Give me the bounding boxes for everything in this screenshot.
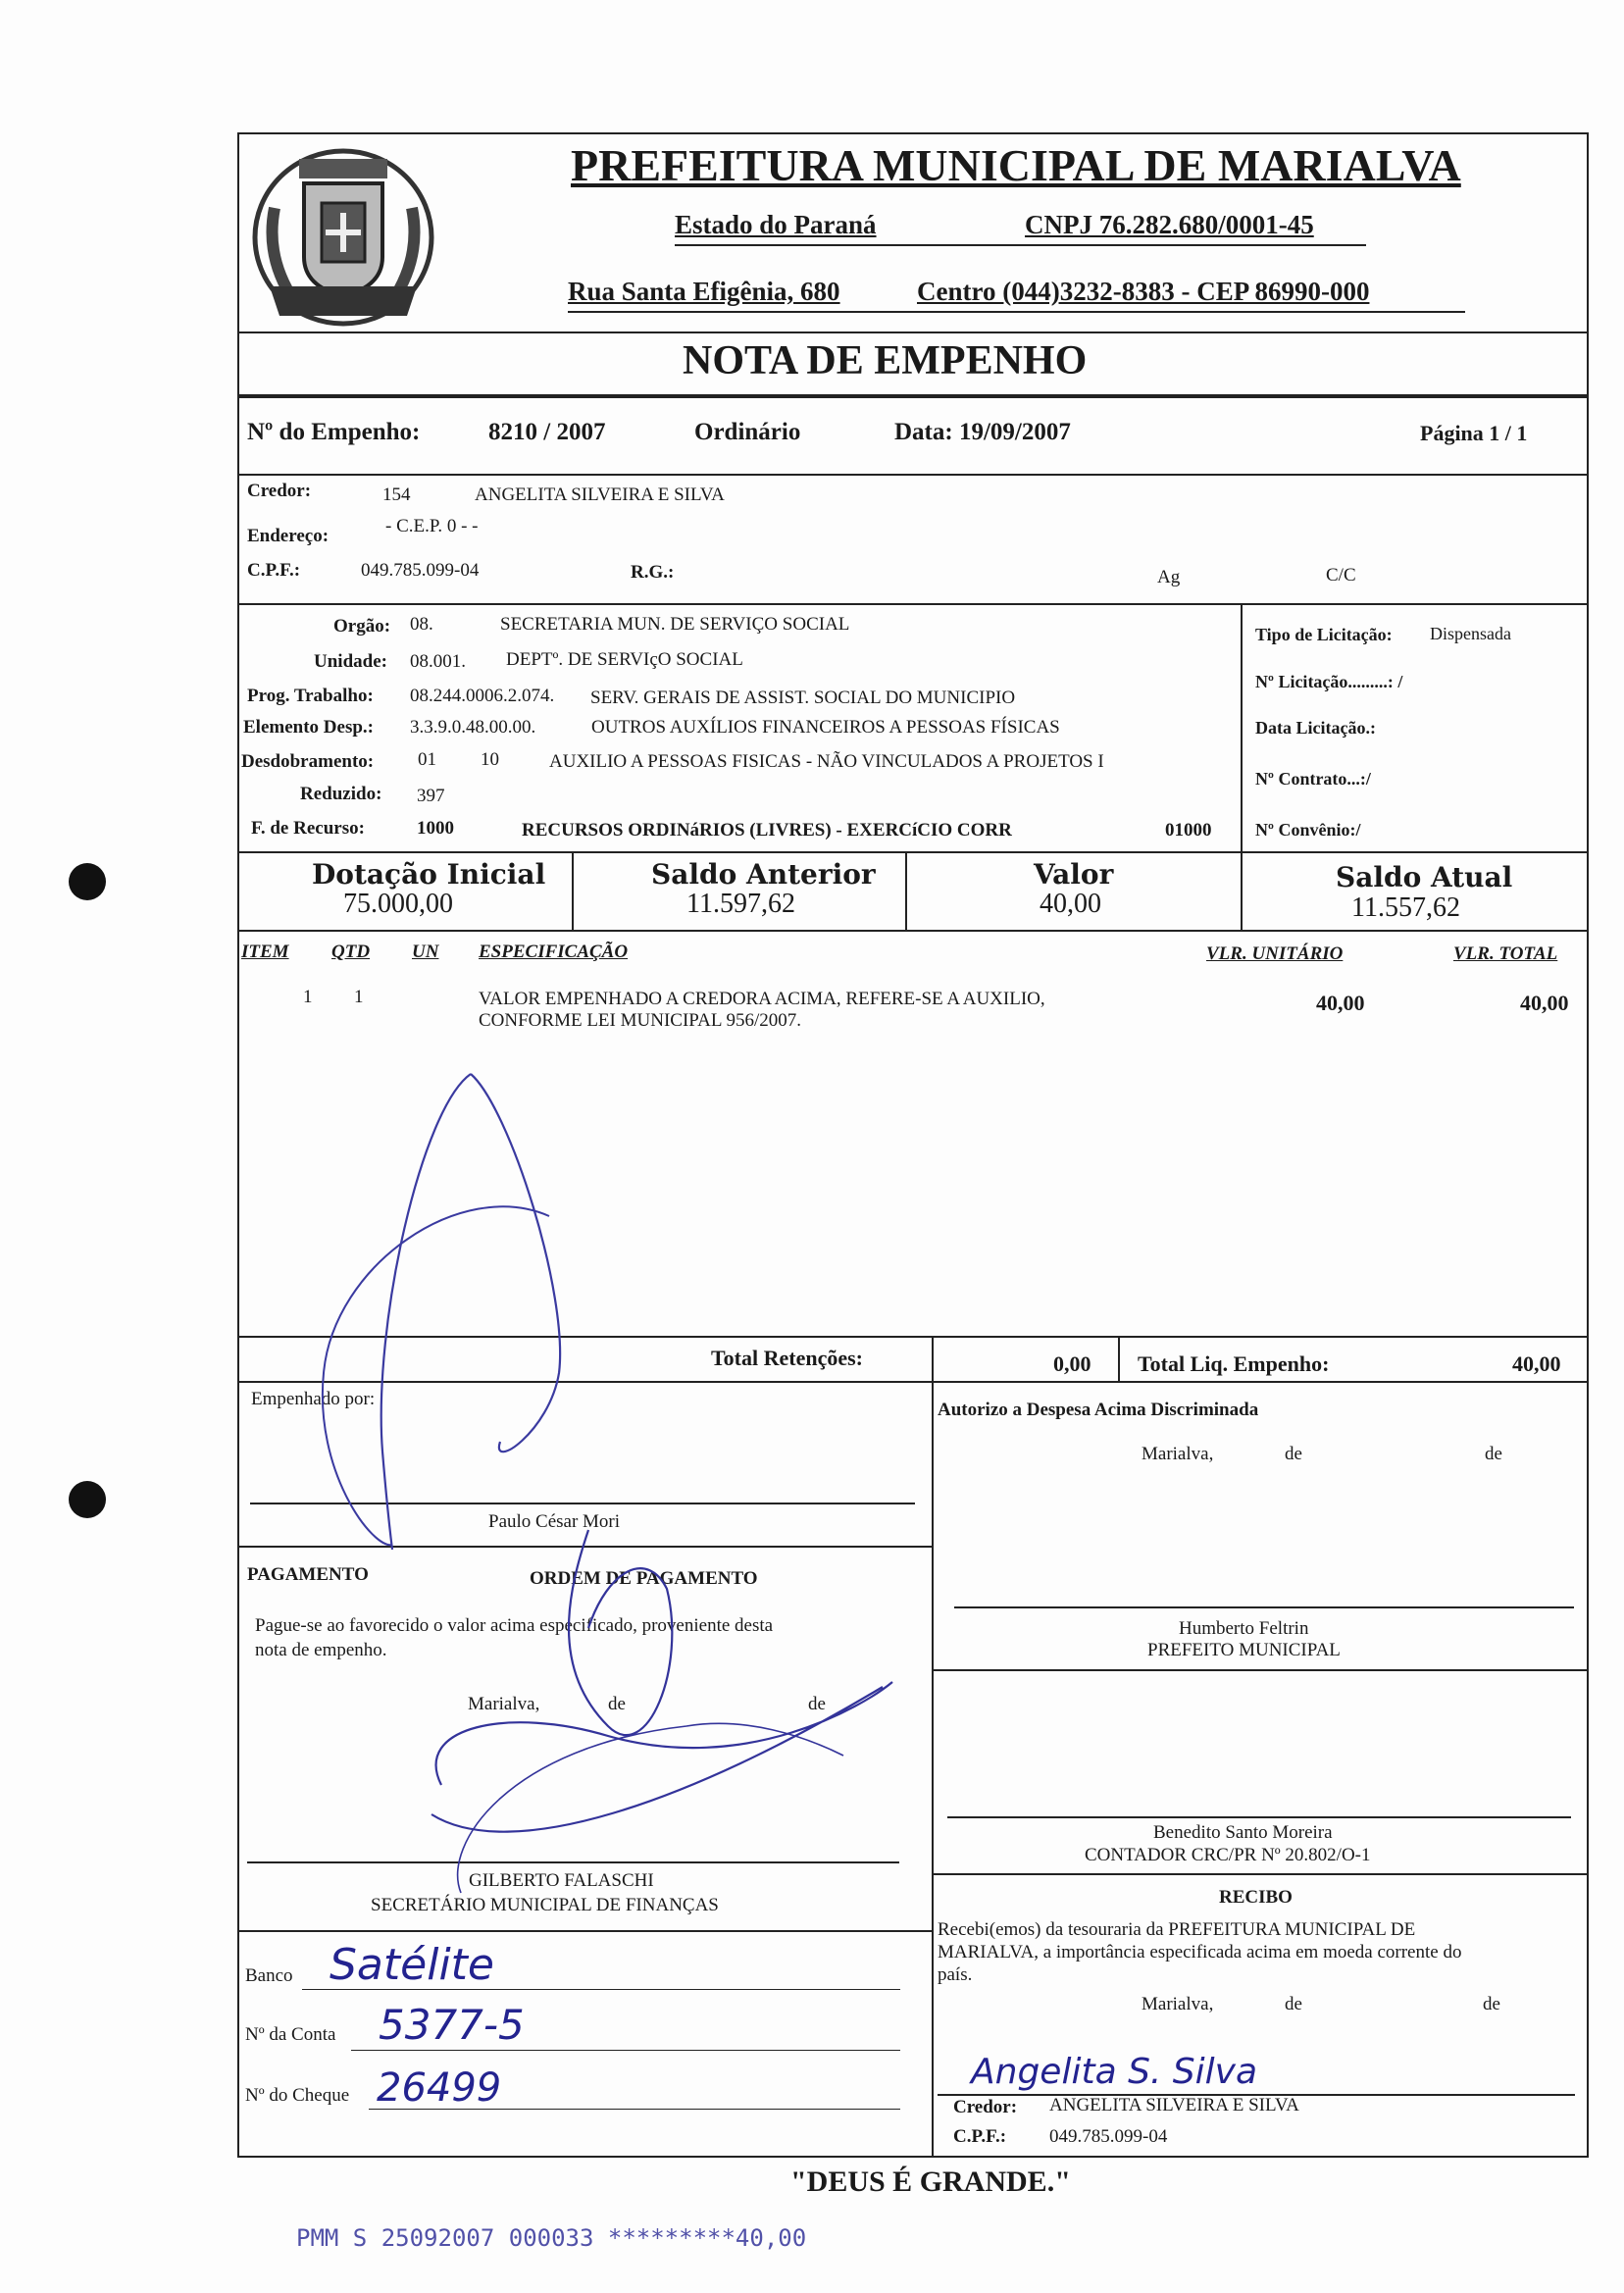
cheque-value: 26499 (377, 2065, 502, 2111)
unidade-label: Unidade: (314, 651, 387, 672)
fill-line (351, 2050, 900, 2051)
recibo-cpf-value: 049.785.099-04 (1049, 2126, 1168, 2147)
col-un: UN (412, 942, 439, 962)
signature-line (250, 1503, 915, 1504)
contador-role: CONTADOR CRC/PR Nº 20.802/O-1 (1085, 1845, 1371, 1865)
prog-trabalho-code: 08.244.0006.2.074. (410, 686, 555, 706)
state-label: Estado do Paraná (675, 210, 877, 239)
convenio-number: Nº Convênio:/ (1255, 820, 1361, 840)
unidade-name: DEPTº. DE SERVIçO SOCIAL (506, 649, 743, 670)
col-item: ITEM (241, 942, 289, 962)
col-especificacao: ESPECIFICAÇÃO (479, 942, 629, 962)
cnpj-label: CNPJ 76.282.680/0001-45 (1025, 210, 1314, 239)
item-number: 1 (303, 987, 313, 1007)
secretario-name: GILBERTO FALASCHI (469, 1870, 654, 1891)
desdobramento-name: AUXILIO A PESSOAS FISICAS - NÃO VINCULADOS A PROJETOS I (549, 751, 1104, 772)
autorizo-city: Marialva, (1142, 1444, 1214, 1464)
prog-trabalho-name: SERV. GERAIS DE ASSIST. SOCIAL DO MUNICIPIO (590, 688, 1016, 708)
divider (237, 1930, 932, 1932)
divider (905, 851, 907, 930)
page-number: Página 1 / 1 (1420, 421, 1528, 445)
fill-line (369, 2109, 900, 2110)
recibo-credor-name: ANGELITA SILVEIRA E SILVA (1049, 2095, 1299, 2115)
pagamento-text-line2: nota de empenho. (255, 1640, 387, 1660)
document-title: NOTA DE EMPENHO (683, 338, 1088, 383)
divider (237, 1381, 1589, 1383)
divider (237, 603, 1589, 605)
recurso-code2: 01000 (1165, 820, 1212, 841)
cheque-label: Nº do Cheque (245, 2085, 350, 2106)
address-label: Rua Santa Efigênia, 680 (568, 277, 840, 306)
banco-label: Banco (245, 1965, 293, 1986)
reduzido-label: Reduzido: (300, 784, 382, 804)
dotacao-inicial-label: Dotação Inicial (312, 858, 546, 891)
prefeito-role: PREFEITO MUNICIPAL (1147, 1640, 1341, 1660)
item-unit-value: 40,00 (1316, 991, 1365, 1015)
divider (932, 1873, 1589, 1875)
dotacao-inicial-value: 75.000,00 (343, 889, 453, 919)
municipal-coat-of-arms (245, 139, 441, 335)
liquido-label: Total Liq. Empenho: (1138, 1351, 1330, 1376)
divider (1241, 603, 1243, 858)
credor-code: 154 (382, 484, 411, 505)
signature-line (947, 1816, 1571, 1818)
saldo-anterior-label: Saldo Anterior (651, 858, 876, 891)
empenhado-por-label: Empenhado por: (251, 1389, 376, 1409)
saldo-atual-label: Saldo Atual (1336, 861, 1513, 893)
orgao-code: 08. (410, 614, 433, 635)
licitacao-date: Data Licitação.: (1255, 718, 1376, 738)
pagamento-label: PAGAMENTO (247, 1564, 369, 1585)
elemento-name: OUTROS AUXÍLIOS FINANCEIROS A PESSOAS FÍSICAS (591, 717, 1060, 738)
punch-hole-bottom (69, 1481, 106, 1518)
credor-signature: Angelita S. Silva (971, 2052, 1258, 2092)
divider (237, 1336, 1589, 1338)
saldo-atual-value: 11.557,62 (1351, 892, 1460, 923)
item-spec-line2: CONFORME LEI MUNICIPAL 956/2007. (479, 1010, 802, 1031)
tipo-licitacao-value: Dispensada (1430, 624, 1511, 643)
recibo-text-line2: MARIALVA, a importância especificada acima em moeda corrente do (938, 1942, 1462, 1962)
district-phone-cep: Centro (044)3232-8383 - CEP 86990-000 (917, 277, 1370, 306)
orgao-label: Orgão: (333, 616, 391, 637)
divider (237, 930, 1589, 932)
valor-value: 40,00 (1040, 889, 1101, 919)
col-vlr-total: VLR. TOTAL (1453, 943, 1558, 964)
recibo-text-line1: Recebi(emos) da tesouraria da PREFEITURA MUNICIPAL DE (938, 1919, 1416, 1940)
valor-label: Valor (1034, 858, 1114, 891)
tipo-licitacao-label: Tipo de Licitação: (1255, 625, 1393, 644)
recurso-label: F. de Recurso: (251, 818, 365, 839)
unidade-code: 08.001. (410, 651, 466, 672)
ordem-pagamento-label: ORDEM DE PAGAMENTO (530, 1568, 758, 1589)
item-spec-line1: VALOR EMPENHADO A CREDORA ACIMA, REFERE-SE A AUXILIO, (479, 989, 1045, 1009)
recibo-text-line3: país. (938, 1964, 973, 1985)
divider (1241, 851, 1243, 930)
endereco-value: - C.E.P. 0 - - (385, 516, 479, 536)
signature-line (247, 1861, 899, 1863)
recibo-city: Marialva, (1142, 1994, 1214, 2014)
elemento-label: Elemento Desp.: (243, 717, 374, 738)
divider (237, 851, 1589, 853)
desdobramento-label: Desdobramento: (241, 751, 375, 772)
prog-trabalho-label: Prog. Trabalho: (247, 686, 374, 706)
empenho-number: 8210 / 2007 (488, 419, 606, 445)
licitacao-number: Nº Licitação.........: / (1255, 672, 1403, 691)
credor-name: ANGELITA SILVEIRA E SILVA (475, 484, 725, 505)
recurso-code: 1000 (417, 818, 454, 839)
saldo-anterior-value: 11.597,62 (686, 889, 795, 919)
divider (237, 394, 1589, 398)
autorizo-de1: de (1285, 1444, 1302, 1464)
divider (572, 851, 574, 930)
credor-label: Credor: (247, 481, 312, 501)
empenhado-por-name: Paulo César Mori (488, 1511, 621, 1532)
contrato-number: Nº Contrato...:/ (1255, 769, 1371, 789)
signature-line (954, 1606, 1574, 1608)
conta-value: 5377-5 (379, 2001, 525, 2049)
orgao-name: SECRETARIA MUN. DE SERVIÇO SOCIAL (500, 614, 850, 635)
fill-line (302, 1989, 900, 1990)
rg-label: R.G.: (631, 562, 675, 583)
item-total-value: 40,00 (1520, 991, 1569, 1015)
cc-label: C/C (1326, 565, 1356, 586)
empenho-date: Data: 19/09/2007 (894, 419, 1071, 445)
municipality-title: PREFEITURA MUNICIPAL DE MARIALVA (571, 140, 1461, 190)
recibo-title: RECIBO (1219, 1887, 1293, 1908)
recibo-de2: de (1483, 1994, 1500, 2014)
retencoes-value: 0,00 (1053, 1351, 1091, 1376)
col-vlr-unitario: VLR. UNITÁRIO (1206, 943, 1344, 964)
divider (237, 1546, 932, 1548)
pagamento-de2: de (808, 1694, 826, 1714)
recibo-cpf-label: C.P.F.: (953, 2126, 1007, 2147)
autorizo-de2: de (1485, 1444, 1502, 1464)
endereco-label: Endereço: (247, 526, 330, 546)
pagamento-de1: de (608, 1694, 626, 1714)
reduzido-value: 397 (417, 786, 445, 806)
desdobramento-code1: 01 (418, 749, 436, 770)
divider (237, 331, 1589, 333)
secretario-role: SECRETÁRIO MUNICIPAL DE FINANÇAS (371, 1895, 719, 1915)
empenho-type: Ordinário (694, 419, 801, 445)
divider (932, 1669, 1589, 1671)
ag-label: Ag (1157, 567, 1181, 587)
payment-stamp: PMM S 25092007 000033 *********40,00 (296, 2224, 807, 2252)
autorizo-label: Autorizo a Despesa Acima Discriminada (938, 1400, 1259, 1420)
divider (932, 1336, 934, 1381)
punch-hole-top (69, 863, 106, 900)
footer-motto: "DEUS É GRANDE." (790, 2166, 1071, 2198)
cnpj-underline (675, 244, 1366, 246)
desdobramento-code2: 10 (481, 749, 499, 770)
divider (237, 474, 1589, 476)
prefeito-name: Humberto Feltrin (1179, 1618, 1309, 1639)
empenho-number-label: Nº do Empenho: (247, 419, 421, 445)
cpf-label: C.P.F.: (247, 560, 301, 581)
elemento-code: 3.3.9.0.48.00.00. (410, 717, 536, 738)
divider (1118, 1336, 1120, 1381)
address-underline (568, 311, 1465, 313)
col-qtd: QTD (331, 942, 371, 962)
retencoes-label: Total Retenções: (711, 1346, 863, 1370)
recibo-credor-label: Credor: (953, 2097, 1018, 2117)
pagamento-city: Marialva, (468, 1694, 540, 1714)
contador-name: Benedito Santo Moreira (1153, 1822, 1333, 1843)
banco-value: Satélite (330, 1940, 494, 1990)
recibo-de1: de (1285, 1994, 1302, 2014)
pagamento-text-line1: Pague-se ao favorecido o valor acima especificado, proveniente desta (255, 1615, 774, 1636)
cpf-value: 049.785.099-04 (361, 560, 480, 581)
item-qtd: 1 (354, 987, 364, 1007)
recurso-name: RECURSOS ORDINáRIOS (LIVRES) - EXERCíCIO CORR (522, 820, 1012, 841)
conta-label: Nº da Conta (245, 2024, 336, 2045)
liquido-value: 40,00 (1512, 1351, 1561, 1376)
divider (932, 1381, 934, 2158)
